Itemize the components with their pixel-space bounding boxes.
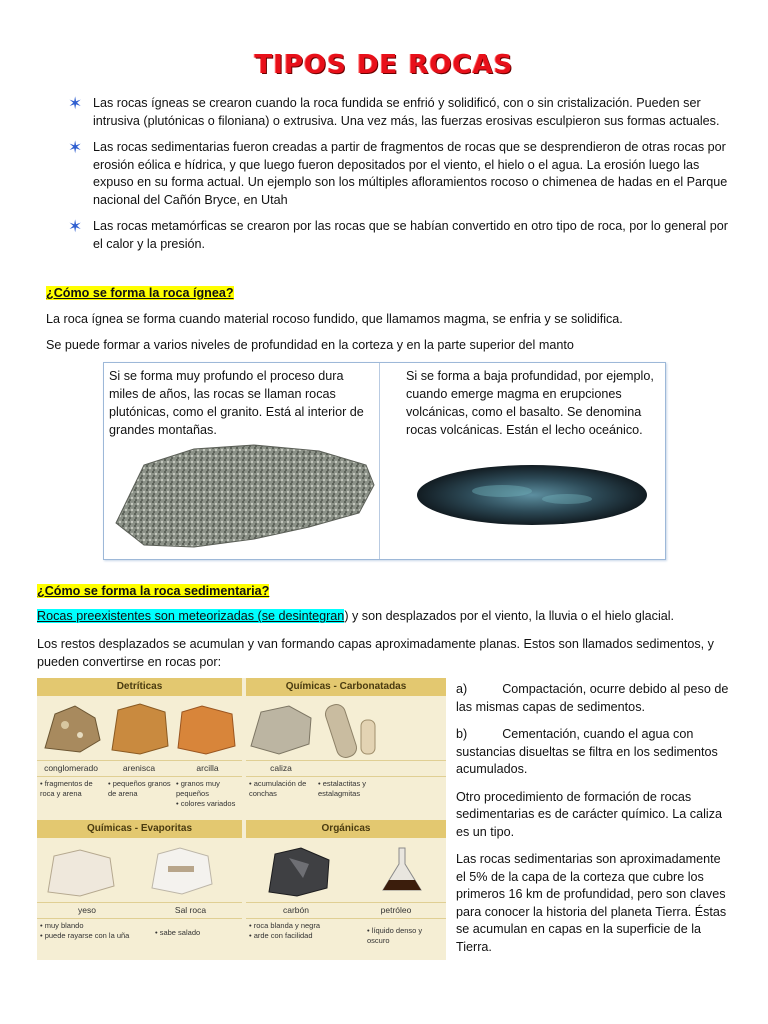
item-label: a)	[456, 682, 468, 696]
petroleo-desc: • líquido denso y oscuro	[367, 926, 423, 945]
volcanic-text: Si se forma a baja profundidad, por ejemplo, cuando emerge magma en erupciones volcánicas, como el basalto. Se denomina rocas volcánicas. Están el lecho oceánico.	[406, 369, 654, 437]
carbonatadas-rocks-image	[249, 700, 444, 760]
bullet-text: Las rocas ígneas se crearon cuando la roca fundida se enfrió y solidificó, con o sin cristalización. Pueden ser intrusiva (plutónicas o filoniana) o extrusiva. Una vez más, las fuerzas erosivas esculpieron sus formas actuales.	[93, 96, 720, 128]
compaction-item	[456, 681, 732, 716]
organicas-rocks-image	[249, 842, 444, 900]
petroleo-label: petróleo	[380, 905, 412, 915]
weathering-rest: ) y son desplazados por el viento, la lluvia o el hielo glacial.	[344, 609, 675, 623]
evaporitas-header: Químicas - Evaporitas	[37, 820, 242, 838]
bullet-text: Las rocas sedimentarias fueron creadas a partir de fragmentos de rocas que se desprendieron de otras rocas por erosión eólica e hídrica, y que luego fueron depositados por el viento, el hielo o el agua. La erosión luego las expuso en su forma actual. Un ejemplo son los múltiples afloramientos rocoso o chimenea de hadas en el Parque nacional del Cañón Bryce, en Utah	[93, 140, 728, 207]
yeso-desc: • muy blando • puede rayarse con la uña	[40, 921, 130, 940]
compaction-term: Compactación	[502, 682, 583, 696]
cementation-item	[456, 726, 732, 779]
detriticas-header: Detríticas	[37, 678, 242, 696]
carbon-label: carbón	[283, 905, 309, 915]
cementation-term: Cementación	[502, 727, 577, 741]
caliza-desc: • acumulación de conchas	[249, 779, 307, 798]
conglomerado-label: conglomerado	[44, 763, 98, 773]
carbonatadas-header: Químicas - Carbonatadas	[246, 678, 446, 696]
star-bullet-icon: ✶	[68, 138, 83, 157]
granite-rock-image	[104, 435, 384, 555]
arcilla-label: arcilla	[196, 763, 219, 773]
item-label: b)	[456, 727, 468, 741]
caliza-label: caliza	[270, 763, 292, 773]
sedimentary-rocks-figure	[37, 678, 446, 960]
star-bullet-icon: ✶	[68, 217, 83, 236]
arenisca-label: arenisca	[122, 763, 156, 773]
list-item	[68, 139, 728, 209]
basalt-rock-image	[402, 463, 667, 543]
compaction-text: , ocurre debido al peso de las mismas capas de sedimentos.	[456, 682, 729, 714]
arenisca-desc: • pequeños granos de arena	[108, 779, 171, 798]
conglomerado-desc: • fragmentos de roca y arena	[40, 779, 93, 798]
weathering-highlight: Rocas preexistentes son meteorizadas (se desintegran	[37, 609, 345, 623]
sedimentary-heading: ¿Cómo se forma la roca sedimentaria?	[37, 584, 270, 598]
plutonic-text: Si se forma muy profundo el proceso dura miles de años, las rocas se llaman rocas plutónicas, como el granito. Está al interior de grandes montañas.	[109, 369, 364, 437]
igneous-paragraph-2: Se puede formar a varios niveles de profundidad en la corteza y en la parte superior del manto	[46, 338, 574, 352]
organicas-header: Orgánicas	[246, 820, 446, 838]
igneous-heading: ¿Cómo se forma la roca ígnea?	[46, 286, 234, 300]
star-bullet-icon: ✶	[68, 94, 83, 113]
carbon-desc: • roca blanda y negra • arde con facilidad	[249, 921, 321, 940]
sal-roca-label: Sal roca	[174, 905, 207, 915]
sedimentary-right-column	[456, 681, 732, 966]
cementation-text: , cuando el agua con sustancias disueltas se filtra en los sedimentos acumulados.	[456, 727, 718, 776]
arcilla-desc: • granos muy pequeños • colores variados	[176, 779, 236, 808]
igneous-paragraph-1: La roca ígnea se forma cuando material rocoso fundido, que llamamos magma, se enfria y se solidifica.	[46, 312, 623, 326]
list-item	[68, 95, 728, 130]
igneous-comparison-box	[103, 362, 666, 560]
yeso-label: yeso	[78, 905, 96, 915]
page-title: TIPOS DE ROCAS	[254, 50, 514, 80]
detriticas-rocks-image	[40, 700, 240, 758]
chemical-paragraph: Otro procedimiento de formación de rocas sedimentarias es de carácter químico. La caliza es un tipo.	[456, 789, 722, 839]
sedimentary-paragraph-1	[37, 608, 737, 626]
percentage-paragraph: Las rocas sedimentarias son aproximadamente el 5% de la capa de la corteza que cubre los primeros 16 km de profundidad, pero son claves para conocer la historia del planeta Tierra. Éstas se acumulan en capas en la superficie de la Tierra.	[456, 852, 727, 954]
list-item	[68, 218, 728, 253]
estalactitas-desc: • estalactitas y estalagmitas	[318, 779, 367, 798]
evaporitas-rocks-image	[40, 842, 240, 900]
sal-roca-desc: • sabe salado	[155, 928, 201, 937]
bullet-text: Las rocas metamórficas se crearon por las rocas que se habían convertido en otro tipo de roca, por lo general por el calor y la presión.	[93, 219, 728, 251]
sedimentary-paragraph-2: Los restos desplazados se acumulan y van formando capas aproximadamente planas. Estos son llamados sedimentos, y pueden convertirse en rocas por:	[37, 637, 714, 669]
rock-types-list	[68, 95, 728, 262]
